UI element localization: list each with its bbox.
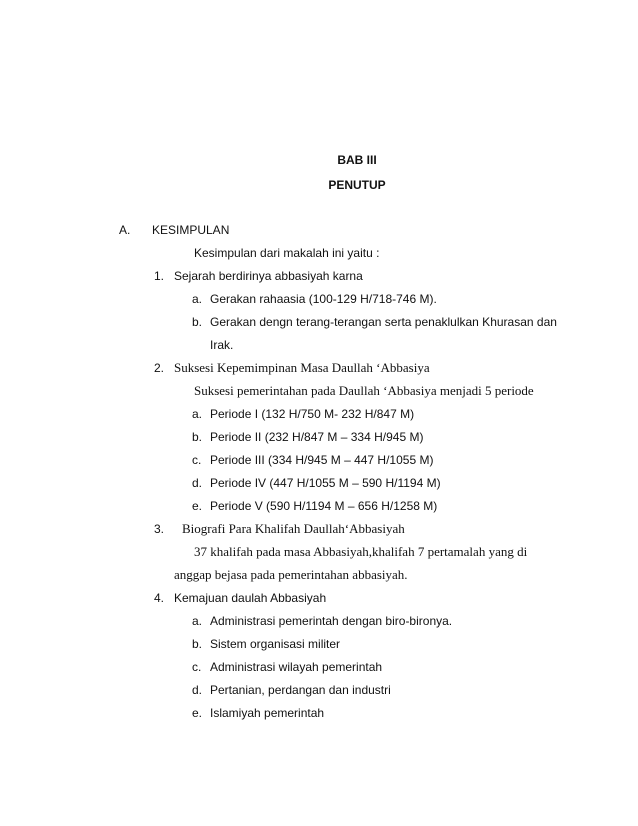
- item-1-title: Sejarah berdirinya abbasiyah karna: [174, 269, 363, 283]
- item-2d-marker: d.: [192, 476, 203, 490]
- item-4c-text: Administrasi wilayah pemerintah: [210, 660, 383, 674]
- item-3-description-line-2: anggap bejasa pada pemerintahan abbasiyah.: [174, 567, 408, 582]
- item-2b-marker: b.: [192, 430, 203, 444]
- item-4c-marker: c.: [192, 660, 202, 674]
- item-4d-marker: d.: [192, 683, 203, 697]
- item-2-description: Suksesi pemerintahan pada Daullah ‘Abbasiya menjadi 5 periode: [194, 383, 534, 398]
- section-marker: A.: [119, 223, 131, 237]
- item-3-title: Biografi Para Khalifah Daullah‘Abbasiyah: [182, 521, 405, 536]
- chapter-number: BAB III: [337, 153, 377, 167]
- item-1b-marker: b.: [192, 315, 203, 329]
- item-4a-text: Administrasi pemerintah dengan biro-bironya.: [210, 614, 453, 628]
- item-2-title: Suksesi Kepemimpinan Masa Daullah ‘Abbasiya: [174, 360, 430, 375]
- item-1b-continuation: Irak.: [210, 338, 234, 352]
- item-2-marker: 2.: [154, 361, 165, 375]
- item-2c-marker: c.: [192, 453, 202, 467]
- item-3-marker: 3.: [154, 522, 165, 536]
- chapter-title: PENUTUP: [328, 178, 386, 192]
- item-2e-marker: e.: [192, 499, 203, 513]
- section-title: KESIMPULAN: [152, 223, 230, 237]
- item-4d-text: Pertanian, perdangan dan industri: [210, 683, 391, 697]
- section-intro: Kesimpulan dari makalah ini yaitu :: [194, 246, 380, 260]
- item-2b-text: Periode II (232 H/847 M – 334 H/945 M): [210, 430, 424, 444]
- item-2a-marker: a.: [192, 407, 203, 421]
- item-4e-text: Islamiyah pemerintah: [210, 706, 325, 720]
- item-1b-text: Gerakan dengn terang-terangan serta penaklulkan Khurasan dan: [210, 315, 557, 329]
- item-4b-marker: b.: [192, 637, 203, 651]
- item-4-marker: 4.: [154, 591, 165, 605]
- item-1-marker: 1.: [154, 269, 165, 283]
- item-2c-text: Periode III (334 H/945 M – 447 H/1055 M): [210, 453, 434, 467]
- item-4e-marker: e.: [192, 706, 203, 720]
- item-2d-text: Periode IV (447 H/1055 M – 590 H/1194 M): [210, 476, 441, 490]
- item-2a-text: Periode I (132 H/750 M- 232 H/847 M): [210, 407, 415, 421]
- item-1a-text: Gerakan rahaasia (100-129 H/718-746 M).: [210, 292, 437, 306]
- item-1a-marker: a.: [192, 292, 203, 306]
- item-2e-text: Periode V (590 H/1194 M – 656 H/1258 M): [210, 499, 438, 513]
- item-4-title: Kemajuan daulah Abbasiyah: [174, 591, 327, 605]
- item-4b-text: Sistem organisasi militer: [210, 637, 341, 651]
- item-3-description-line-1: 37 khalifah pada masa Abbasiyah,khalifah 7 pertamalah yang di: [194, 544, 528, 559]
- item-4a-marker: a.: [192, 614, 203, 628]
